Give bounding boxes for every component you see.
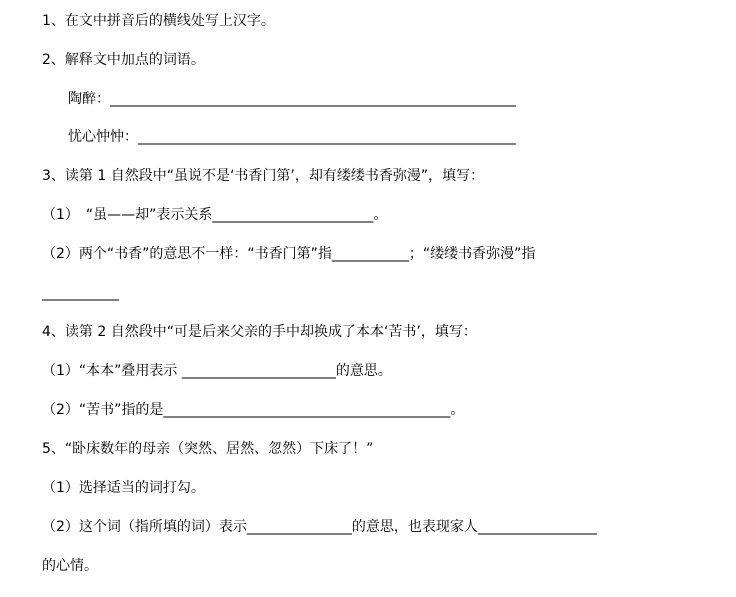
question-3-part-1: （1） “虽——却”表示关系_______________________。	[42, 207, 388, 223]
question-2: 2、解释文中加点的词语。	[42, 52, 205, 68]
term-taozui: 陶醉：__________________________________________________________	[68, 91, 516, 107]
term-youxinchongchong: 忧心忡忡：______________________________________________________	[68, 129, 516, 145]
question-3: 3、读第 1 自然段中“虽说不是‘书香门第’，却有缕缕书香弥漫”，填写：	[42, 168, 485, 184]
question-4: 4、读第 2 自然段中“可是后来父亲的手中却换成了本本‘苦书’，填写：	[42, 324, 477, 340]
question-3-part-2: （2）两个“书香”的意思不一样：“书香门第”指___________；“缕缕书香弥漫”指	[42, 246, 536, 262]
question-5-part-2: （2）这个词（指所填的词）表示_______________的意思，也表现家人_________________	[42, 519, 597, 535]
question-5: 5、“卧床数年的母亲（突然、居然、忽然）下床了！”	[42, 441, 374, 457]
question-1: 1、在文中拼音后的横线处写上汉字。	[42, 13, 275, 29]
question-4-part-2: （2）“苦书”指的是_________________________________________。	[42, 402, 465, 418]
question-5-part-1: （1）选择适当的词打勾。	[42, 480, 205, 496]
question-4-part-1: （1）“本本”叠用表示 ______________________的意思。	[42, 363, 392, 379]
question-5-part-2-cont: 的心情。	[42, 558, 98, 574]
question-3-part-2-cont: ___________	[42, 285, 119, 301]
